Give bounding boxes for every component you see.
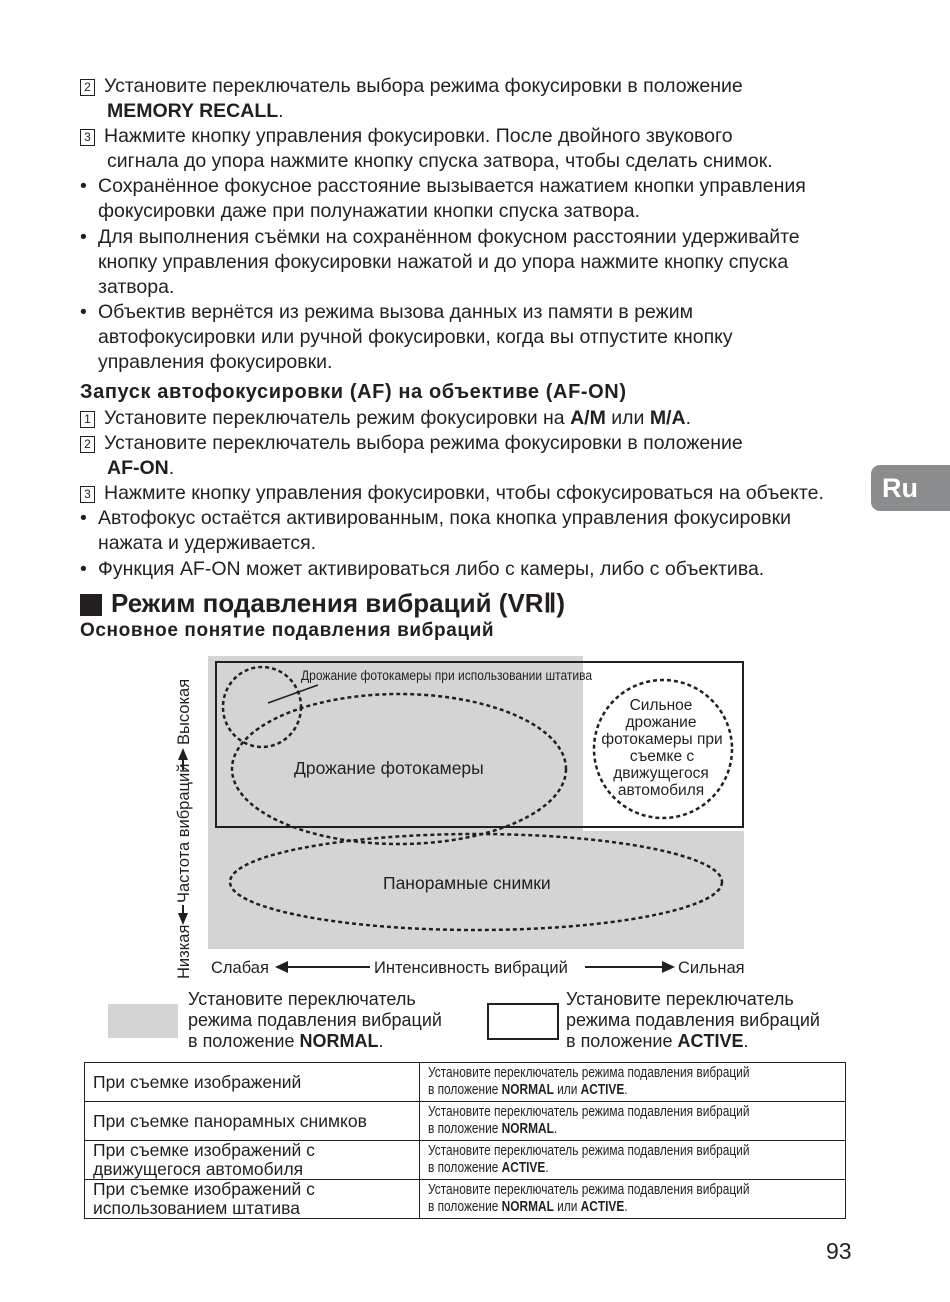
bullet-text: Объектив вернётся из режима вызова данных из памяти в режим [98,301,694,323]
bullet-text: Функция AF-ON может активироваться либо с камеры, либо с объектива. [98,558,765,580]
active-legend-line3 [566,1031,749,1052]
step-number-box: 2 [80,79,95,96]
step-2-line2 [107,99,284,124]
situation-text: При съемке панорамных снимков [93,1110,367,1131]
af-step-2 [80,431,743,456]
mode-label: ACTIVE [580,1199,625,1215]
step-number-box: 1 [80,411,95,428]
table-row [85,1141,846,1180]
language-tab: Ru [871,465,950,511]
setting-cell [420,1102,846,1141]
page-number: 93 [826,1238,852,1264]
step-number-box: 3 [80,486,95,503]
vehicle-line-3: фотокамеры при [601,731,723,748]
normal-legend-line3 [188,1031,384,1052]
period: . [278,100,284,122]
setting-text: Установите переключатель режима подавления вибраций [428,1065,750,1081]
legend-text: в положение [188,1031,300,1051]
setting-text: в положение [428,1199,502,1215]
vehicle-line-4: съемке с [629,748,695,765]
table-row [85,1063,846,1102]
bullet-text: Для выполнения съёмки на сохранённом фокусном расстоянии удерживайте [98,226,800,248]
period: . [685,407,691,429]
or-text: или [605,407,650,429]
period: . [553,1121,558,1137]
active-label: ACTIVE [677,1031,744,1051]
vehicle-line-2: дрожание [625,714,697,731]
x-axis-right-arrowhead [662,961,675,973]
period: . [545,1160,549,1176]
vehicle-line-1: Сильное [629,697,693,714]
af-step-2-line2 [107,456,174,481]
bullet-marker: • [80,175,87,197]
bullet-marker: • [80,226,87,248]
y-axis-up-arrowhead [178,748,188,760]
situation-text: При съемке изображений [93,1071,302,1092]
situation-text: При съемке изображений с [93,1140,315,1160]
table-row [85,1180,846,1219]
vr-settings-table [84,1062,846,1219]
or-text: или [553,1199,581,1215]
memory-recall-label: MEMORY RECALL [107,100,279,122]
situation-cell [85,1180,420,1219]
af-on-label: AF-ON [107,457,169,479]
setting-text: в положение [428,1121,502,1137]
mode-label: NORMAL [501,1199,554,1215]
setting-cell [420,1180,846,1219]
active-legend-line1: Установите переключатель [566,989,794,1009]
vr-subtitle: Основное понятие подавления вибраций [80,620,495,641]
bullet-marker: • [80,558,87,580]
situation-text: использованием штатива [93,1198,300,1218]
y-axis-low: Низкая [175,924,193,979]
panning-label: Панорамные снимки [383,873,551,893]
step-text: Установите переключатель режим фокусировки на [104,407,571,429]
situation-cell [85,1102,420,1141]
period: . [168,457,175,479]
setting-text: в положение [428,1160,502,1176]
step-number-box: 2 [80,436,95,453]
situation-text: движущегося автомобиля [93,1159,304,1179]
y-axis-label: Частота вибраций [175,763,193,903]
bullet-text: кнопку управления фокусировки нажатой и до упора нажмите кнопку спуска [98,251,789,273]
af-step-3 [80,481,824,506]
bullet-text: управления фокусировки. [98,351,333,373]
period: . [378,1031,384,1051]
situation-text: При съемке изображений с [93,1179,315,1199]
af-on-heading: Запуск автофокусировки (AF) на объективе (AF-ON) [80,381,627,403]
vibration-diagram [0,645,950,985]
step-text: Установите переключатель выбора режима фокусировки в положение [104,432,743,454]
ma-label: M/A [649,407,686,429]
step-number-box: 3 [80,129,95,146]
step-3-line2: сигнала до упора нажмите кнопку спуска затвора, чтобы сделать снимок. [107,150,773,172]
active-legend-swatch [487,1003,559,1040]
mode-label: ACTIVE [501,1160,546,1176]
bullet-text: затвора. [98,276,175,298]
mode-label: ACTIVE [580,1082,625,1098]
bullet-text: Сохранённое фокусное расстояние вызывается нажатием кнопки управления [98,175,806,197]
tripod-shake-label: Дрожание фотокамеры при использовании штатива [300,667,593,684]
step-text: Нажмите кнопку управления фокусировки, чтобы сфокусироваться на объекте. [104,482,824,504]
setting-cell [420,1063,846,1102]
mode-label: NORMAL [501,1121,554,1137]
vehicle-line-5: движущегося [613,765,709,782]
step-text: Установите переключатель выбора режима фокусировки в положение [104,75,743,97]
bullet-marker: • [80,507,87,529]
normal-legend-swatch [108,1004,178,1038]
section-square-icon [80,594,102,616]
x-axis-weak: Слабая [211,959,269,977]
situation-cell [85,1141,420,1180]
setting-cell [420,1141,846,1180]
bullet-marker: • [80,301,87,323]
af-step-1 [80,406,691,431]
setting-text: Установите переключатель режима подавления вибраций [428,1104,750,1120]
mode-label: NORMAL [501,1082,554,1098]
am-label: A/M [570,407,606,429]
normal-label: NORMAL [299,1031,379,1051]
period: . [743,1031,749,1051]
step-3-shoot [80,124,733,149]
y-axis-high: Высокая [175,678,193,745]
setting-text: в положение [428,1082,502,1098]
setting-text: Установите переключатель режима подавления вибраций [428,1143,750,1159]
bullet-text: нажата и удерживается. [98,532,317,554]
period: . [624,1199,628,1215]
vr-section-title: Режим подавления вибраций (VRⅡ) [111,588,566,618]
active-legend-line2: режима подавления вибраций [566,1010,820,1030]
table-row [85,1102,846,1141]
bullet-text: Автофокус остаётся активированным, пока кнопка управления фокусировки [98,507,792,529]
setting-text: Установите переключатель режима подавления вибраций [428,1182,750,1198]
x-axis-label: Интенсивность вибраций [374,959,568,977]
or-text: или [553,1082,581,1098]
normal-legend-line2: режима подавления вибраций [188,1010,442,1030]
legend-text: в положение [566,1031,678,1051]
x-axis-strong: Сильная [678,959,745,977]
camera-shake-label: Дрожание фотокамеры [294,758,484,778]
situation-cell [85,1063,420,1102]
step-text: Нажмите кнопку управления фокусировки. После двойного звукового [104,125,733,147]
bullet-text: фокусировки даже при полунажатии кнопки спуска затвора. [98,200,641,222]
normal-legend-line1: Установите переключатель [188,989,416,1009]
step-2-memory-recall [80,74,743,99]
vehicle-line-6: автомобиля [617,782,705,799]
period: . [624,1082,628,1098]
bullet-text: автофокусировки или ручной фокусировки, когда вы отпустите кнопку [98,326,733,348]
